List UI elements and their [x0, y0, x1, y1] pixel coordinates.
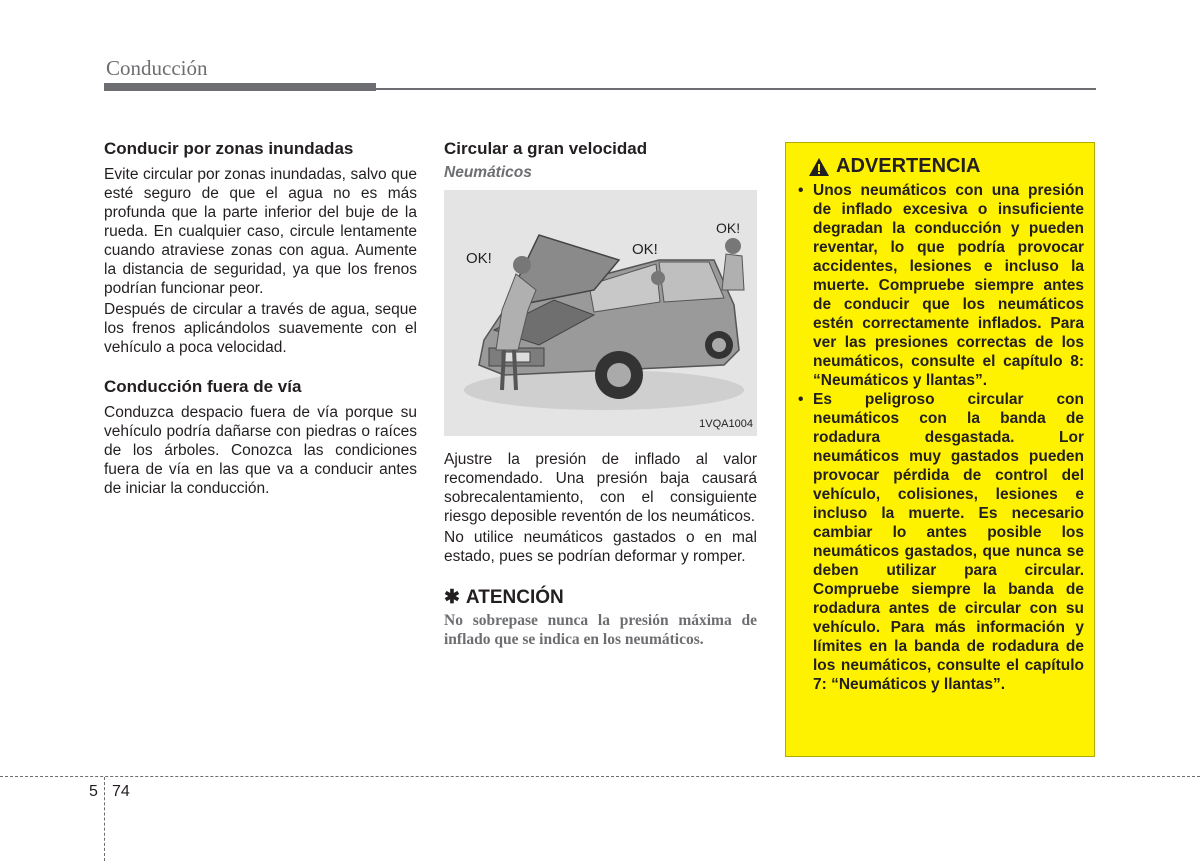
- header-rule-thin: [104, 88, 1096, 90]
- subheading-tires: Neumáticos: [444, 164, 532, 181]
- paragraph: Evite circular por zonas inundadas, salvo que esté seguro de que el agua no es más profunda que la parte inferior del buje de la rueda. En cualquier caso, circule lentamente cuando atraviese zonas con agua. Aumente la distancia de seguridad, ya que los frenos podrían funcionar peor.: [104, 166, 417, 297]
- warning-triangle-icon: [808, 157, 830, 177]
- attention-text: No sobrepase nunca la presión máxima de inflado que se indica en los neumáticos.: [444, 612, 757, 648]
- section-heading-highspeed: Circular a gran velocidad: [444, 139, 648, 158]
- tire-check-illustration: [444, 190, 757, 436]
- footer-divider: [0, 776, 1200, 777]
- paragraph: Conduzca despacio fuera de vía porque su vehículo podría dañarse con piedras o raíces de los árboles. Conozca las condiciones fuera de vía en las que va a conducir antes de iniciar la conducción.: [104, 404, 417, 497]
- page-number: 74: [112, 783, 130, 800]
- column-left: [104, 139, 417, 500]
- ok-label-right: OK!: [716, 220, 741, 236]
- footer-vertical-divider: [104, 777, 105, 861]
- attention-title: ATENCIÓN: [465, 587, 564, 608]
- car-illustration: [444, 190, 757, 436]
- warning-title: ADVERTENCIA: [836, 155, 981, 177]
- paragraph: Después de circular a través de agua, seque los frenos aplicándolos suavemente con el vehículo a poca velocidad.: [104, 301, 417, 356]
- ok-label-middle: OK!: [632, 241, 658, 258]
- column-middle: [444, 139, 757, 649]
- warning-box: [785, 142, 1095, 757]
- warning-item: • Unos neumáticos con una presión de inflado excesiva o insuficiente degradan la conducción y pueden reventar, lo que podría provocar accidentes, lesiones e incluso la muerte. Compruebe siempre antes de conducir que los neumáticos estén correctamente inflados. Para ver las presiones correctas de los neumáticos, consulte el capítulo 8: “Neumáticos y llantas”.: [798, 182, 1084, 389]
- section-heading-flooded: Conducir por zonas inundadas: [104, 139, 354, 158]
- warning-item: • Es peligroso circular con neumáticos con la banda de rodadura desgastada. Lor neumáticos muy gastados pueden provocar pérdida de control del vehículo, colisiones, lesiones e incluso la muerte. Es necesario cambiar lo antes posible los neumáticos gastados, que nunca se deben utilizar para circular. Compruebe siempre la banda de rodadura antes de circular con su vehículo. Para más información y límites en la banda de rodadura de los neumáticos, consulte el capítulo 7: “Neumáticos y llantas”.: [798, 391, 1084, 693]
- page-header-title: Conducción: [106, 56, 208, 80]
- figure-code: 1VQA1004: [699, 418, 753, 430]
- asterisk-icon: ✱: [444, 587, 460, 608]
- warning-heading: [808, 155, 1084, 178]
- section-heading-offroad: Conducción fuera de vía: [104, 377, 302, 396]
- attention-heading: [444, 588, 757, 607]
- ok-label-left: OK!: [466, 250, 492, 267]
- chapter-number: 5: [89, 783, 98, 800]
- paragraph: Ajustre la presión de inflado al valor recomendado. Una presión baja causará sobrecalentamiento, con el consiguiente riesgo deposible reventón de los neumáticos.: [444, 451, 757, 525]
- paragraph: No utilice neumáticos gastados o en mal estado, pues se podrían deformar y romper.: [444, 529, 757, 565]
- warning-list: [796, 181, 1084, 694]
